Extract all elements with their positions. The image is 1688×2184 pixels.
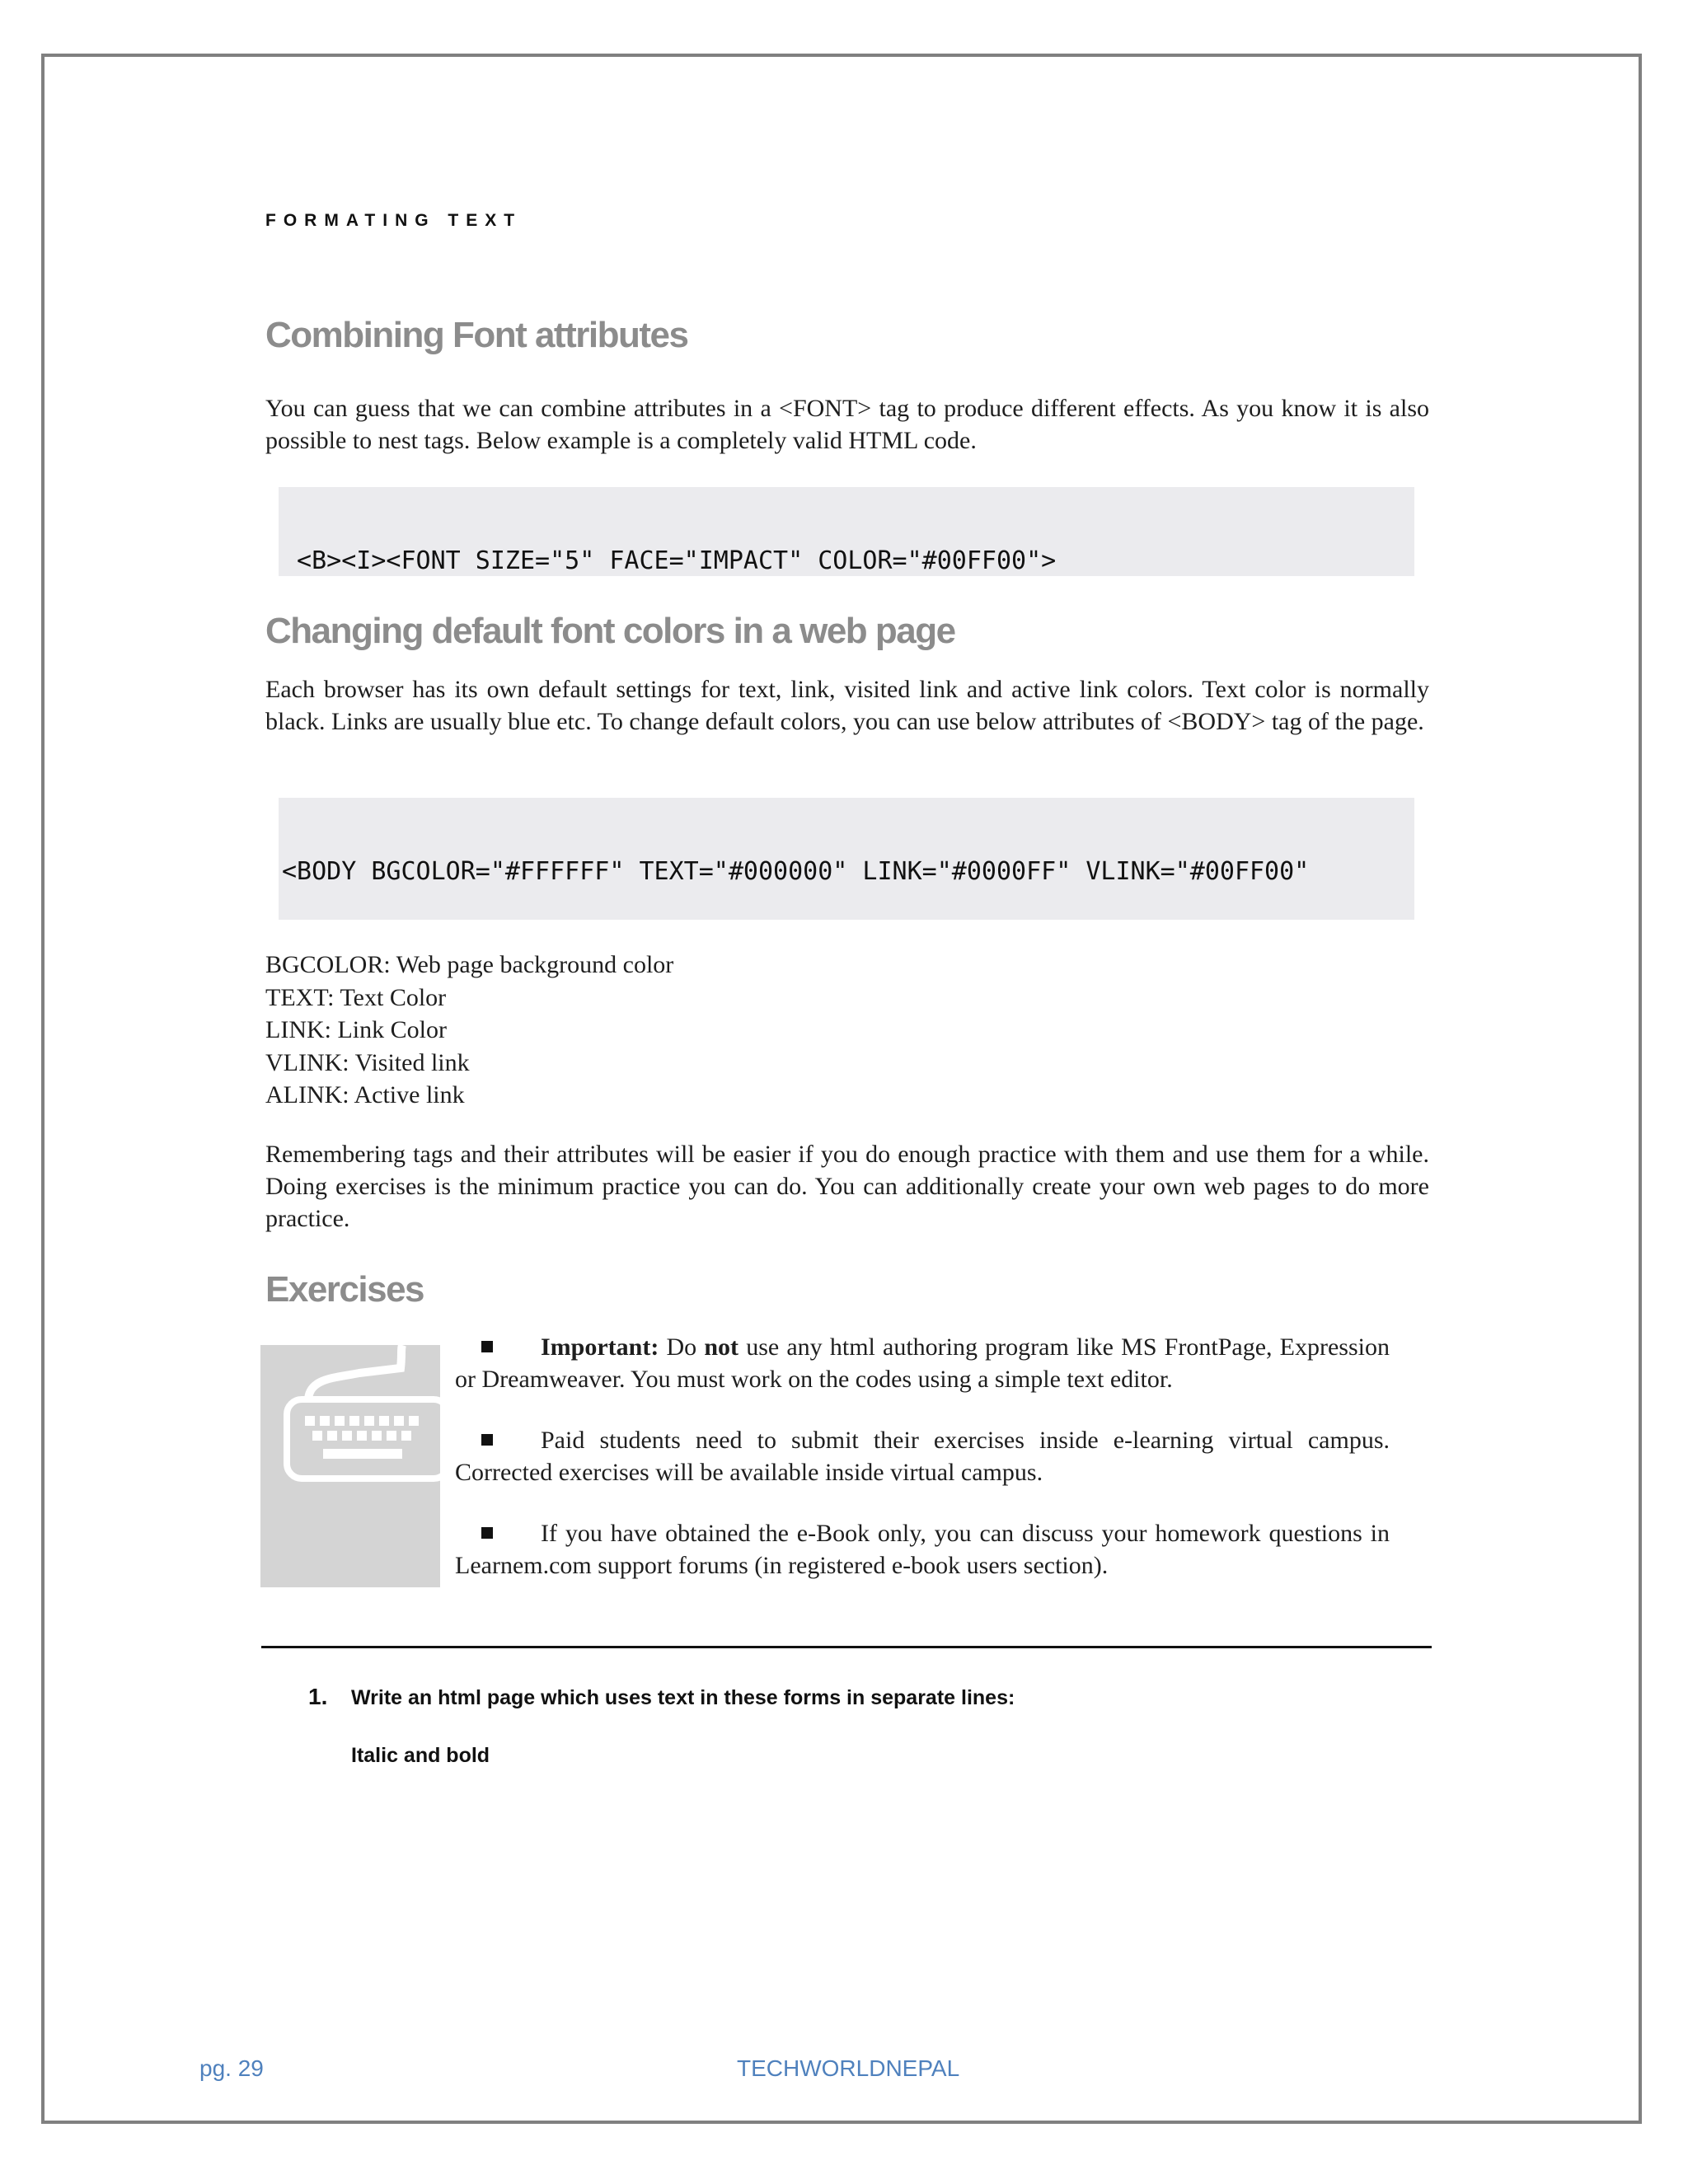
bullet-emphasis: not: [704, 1333, 739, 1361]
attribute-list: [265, 949, 673, 1112]
bullet-text: use any html authoring program like MS FrontPage, Expression or Dreamweaver. You must work on the codes using a simple text editor.: [455, 1333, 1390, 1393]
exercise-bullet: [455, 1331, 1390, 1395]
code-line: <BODY BGCOLOR="#FFFFFF" TEXT="#000000" LINK="#0000FF" VLINK="#00FF00": [282, 857, 1310, 886]
attribute-item: VLINK: Visited link: [265, 1048, 470, 1076]
exercise-bullet: [455, 1517, 1390, 1582]
heading-combining-font-attributes: Combining Font attributes: [265, 315, 688, 355]
heading-changing-default-colors: Changing default font colors in a web page: [265, 611, 955, 651]
bullet-mark: [481, 1341, 493, 1352]
bullet-text: Do: [659, 1333, 705, 1361]
default-colors-paragraph: Each browser has its own default settings for text, link, visited link and active link colors. Text color is normally black. Links are usually blue etc. To change default colors, you can use below attributes of <BODY> tag of the page.: [265, 676, 1429, 735]
attribute-item: TEXT: Text Color: [265, 983, 447, 1011]
exercise-subtext: Italic and bold: [351, 1744, 490, 1767]
practice-paragraph: Remembering tags and their attributes will be easier if you do enough practice with them and use them for a while. Doing exercises is the minimum practice you can do. You can additionally create your own web pages to do more practice.: [265, 1141, 1429, 1232]
exercise-number: 1.: [308, 1684, 328, 1709]
footer-brand: TECHWORLDNEPAL: [737, 2055, 960, 2081]
heading-exercises: Exercises: [265, 1269, 424, 1310]
code-block-font-example: [279, 487, 1414, 576]
code-line: <B><I><FONT SIZE="5" FACE="IMPACT" COLOR="#00FF00">: [282, 546, 1057, 575]
running-header: FORMATING TEXT: [265, 211, 523, 230]
bullet-text: Paid students need to submit their exercises inside e-learning virtual campus. Corrected exercises will be available inside virtual campus.: [455, 1427, 1390, 1486]
exercise-text: Write an html page which uses text in these forms in separate lines:: [351, 1686, 1015, 1709]
bullet-mark: [481, 1434, 493, 1446]
attribute-item: BGCOLOR: Web page background color: [265, 951, 674, 978]
attribute-item: ALINK: Active link: [265, 1081, 465, 1108]
keyboard-icon: [260, 1345, 440, 1587]
footer-page-number: pg. 29: [199, 2055, 264, 2081]
code-block-body-example: [279, 798, 1414, 920]
attribute-item: LINK: Link Color: [265, 1016, 447, 1043]
bullet-mark: [481, 1527, 493, 1539]
exercise-bullet: [455, 1424, 1390, 1488]
bullet-text: If you have obtained the e-Book only, you can discuss your homework questions in Learnem.com support forums (in registered e-book users section).: [455, 1520, 1390, 1579]
bullet-strong: Important:: [541, 1333, 659, 1361]
combining-paragraph: You can guess that we can combine attributes in a <FONT> tag to produce different effects. As you know it is also possible to nest tags. Below example is a completely valid HTML code.: [265, 395, 1429, 454]
section-divider: [261, 1646, 1432, 1648]
